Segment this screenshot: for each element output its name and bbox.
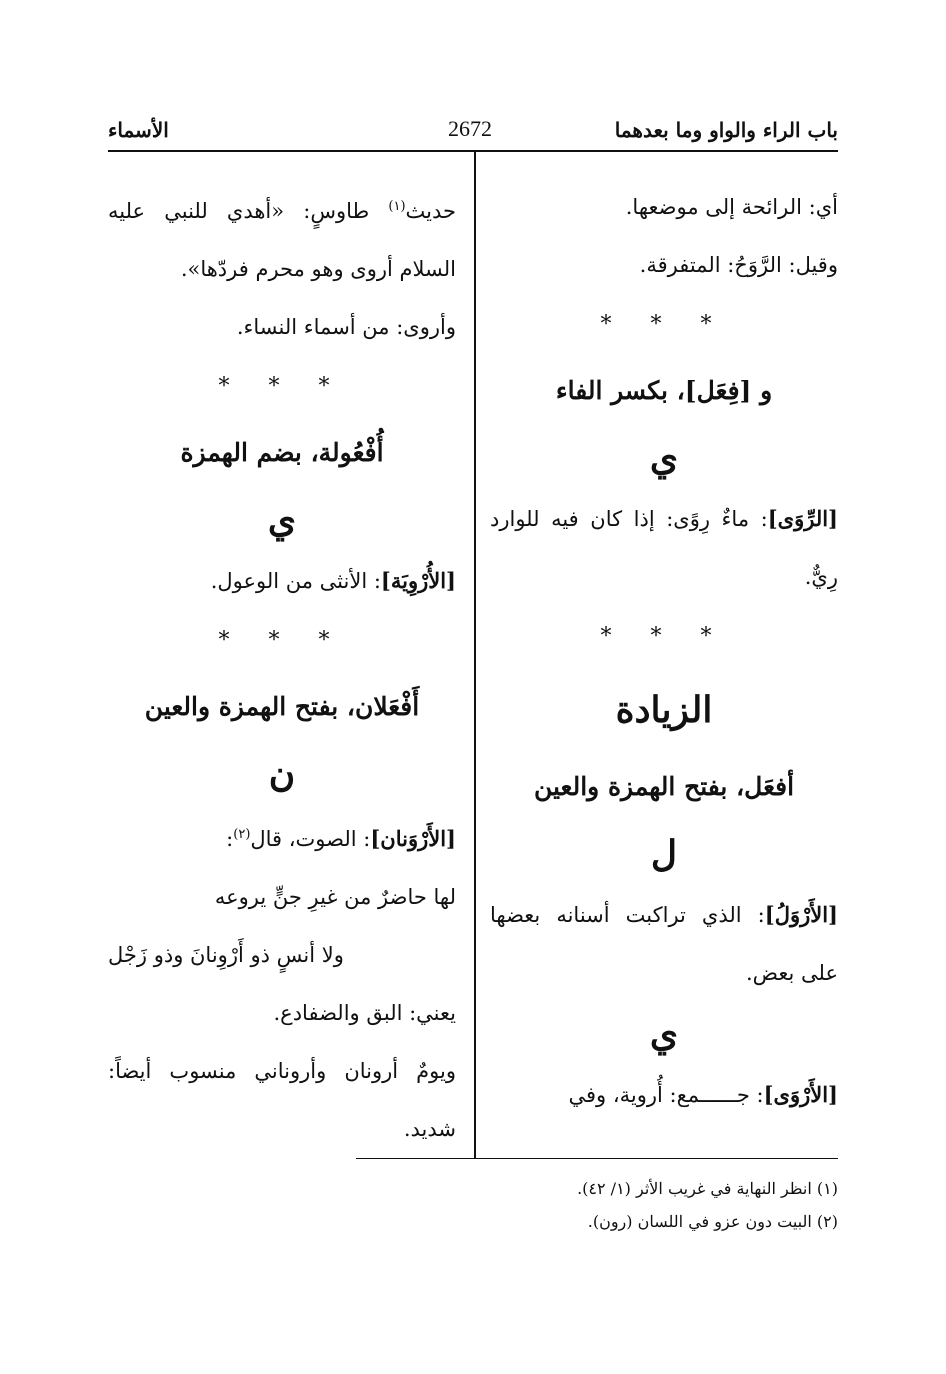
page-number: 2672: [448, 116, 492, 141]
dictionary-entry: [490, 490, 838, 606]
letter-heading: ن: [268, 753, 296, 795]
letter-heading: ي: [267, 499, 297, 541]
entry-text: طاوسٍ: «أهدي للنبي عليه السلام أروى وهو محرم فردّها».: [108, 199, 456, 281]
headword: [الأَرْوَى]: [763, 1082, 838, 1107]
letter-heading: ي: [649, 1013, 679, 1055]
definition: : الذي تراكبت أسنانه بعضها على بعض.: [490, 903, 838, 985]
letter-heading: ل: [650, 833, 678, 875]
definition: : ماءٌ رِوًى: إذا كان فيه للوارد رِيٌّ.: [490, 507, 838, 589]
entry-text: ويومٌ أرونان وأروناني منسوب أيضاً: شديد.: [108, 1059, 456, 1141]
verse-line-1: لها حاضرٌ من غيرِ جنٍّ يروعه: [214, 885, 456, 909]
headword: [الأَرْوَنان]: [370, 826, 456, 851]
verse-line-2: ولا أنسٍ ذو أَرْوِنانَ وذو زَجْل: [108, 943, 344, 967]
entry-text: وأروى: من أسماء النساء.: [236, 315, 456, 339]
footnote-ref: (١): [388, 199, 406, 214]
footnote: (٢) البيت دون عزو في اللسان (رون).: [587, 1212, 838, 1231]
header-divider: [108, 150, 838, 152]
entry-text: يعني: البق والضفادع.: [273, 1001, 456, 1025]
right-column: [490, 178, 838, 1124]
entry-text: أي: الرائحة إلى موضعها.: [625, 195, 838, 219]
footnote: (١) انظر النهاية في غريب الأثر (١/ ٤٢).: [577, 1179, 838, 1198]
headword: [الأَرْوَلُ]: [764, 902, 838, 927]
headword: [الأُرْوِيَة]: [380, 568, 456, 593]
entry-text: :: [226, 827, 234, 851]
dictionary-entry: [108, 178, 456, 298]
chapter-title: باب الراء والواو وما بعدهما: [614, 118, 838, 142]
major-heading: الزيادة: [615, 689, 713, 731]
section-separator: * * *: [600, 624, 728, 649]
footnote-divider: [356, 1158, 838, 1159]
dictionary-entry: [108, 552, 456, 610]
definition: : الصوت، قال: [250, 827, 371, 851]
pattern-heading: أُفْعُولة، بضم الهمزة: [180, 438, 384, 467]
section-separator: * * *: [218, 628, 346, 653]
footnote-ref: (٢): [233, 827, 251, 842]
column-divider: [474, 152, 476, 1158]
section-separator: * * *: [600, 312, 728, 337]
dictionary-entry: [108, 806, 456, 868]
letter-heading: ي: [649, 437, 679, 479]
running-header: [108, 112, 838, 152]
pattern-heading: أفعَل، بفتح الهمزة والعين: [533, 772, 795, 801]
dictionary-entry: [490, 886, 838, 1002]
definition: : جــــــمع: أُروية، وفي: [568, 1083, 764, 1107]
dictionary-entry: [490, 1066, 838, 1124]
section-separator: * * *: [218, 374, 346, 399]
entry-text: حديث: [405, 199, 456, 223]
entry-text: وقيل: الرَّوَحُ: المتفرقة.: [639, 253, 838, 277]
footnotes: [238, 1172, 838, 1238]
section-title: الأسماء: [108, 118, 169, 142]
left-column: [108, 178, 456, 1158]
definition: : الأنثى من الوعول.: [210, 569, 381, 593]
headword: [الرِّوَى]: [767, 506, 838, 531]
pattern-heading: و [فِعَل]، بكسر الفاء: [555, 376, 773, 405]
pattern-heading: أَفْعَلان، بفتح الهمزة والعين: [144, 692, 420, 721]
